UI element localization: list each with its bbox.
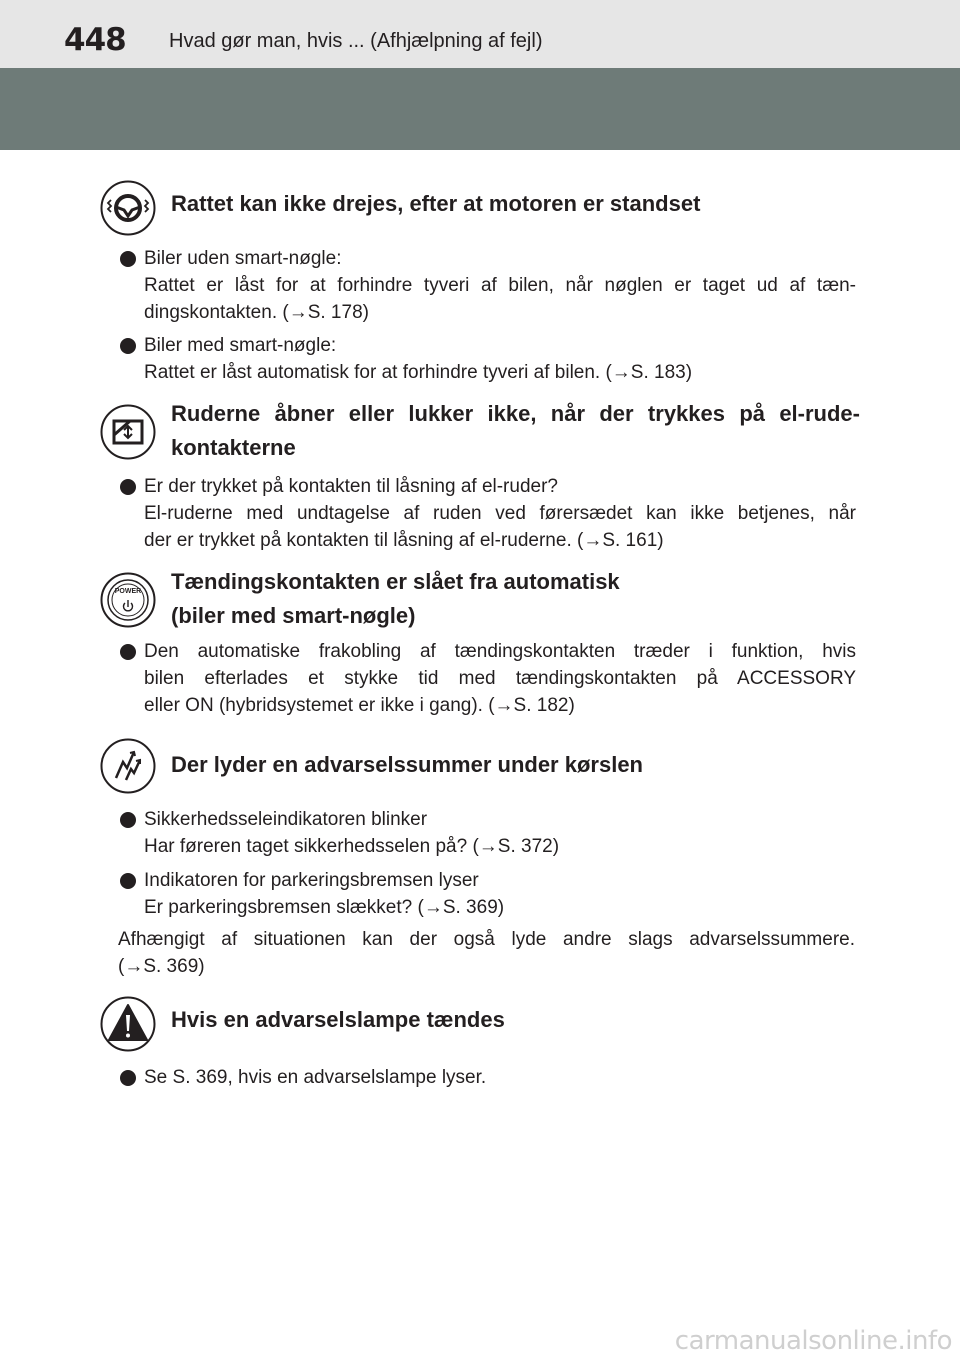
page-header — [0, 0, 960, 68]
warning-buzzer-icon — [100, 738, 156, 794]
power-switch-icon — [100, 572, 156, 628]
list-item: Biler med smart-nøgle: Rattet er låst automatisk for at forhindre tyveri af bilen. (→S. 183) — [120, 332, 856, 386]
section-banner — [0, 68, 960, 150]
list-item: Biler uden smart-nøgle: Rattet er låst for at forhindre tyveri af bilen, når nøglen er taget ud af tæn- dingskontakten. (→S. 178) — [120, 245, 856, 326]
bullet-dot — [120, 644, 136, 660]
bullet-dot — [120, 479, 136, 495]
bullet-dot — [120, 812, 136, 828]
bullet-dot — [120, 873, 136, 889]
bullet-dot — [120, 251, 136, 267]
section-title: Rattet kan ikke drejes, efter at motoren er standset — [171, 191, 701, 216]
list-item: Sikkerhedsseleindikatoren blinker Har føreren taget sikkerhedsselen på? (→S. 372) — [120, 806, 856, 860]
steering-lock-icon — [100, 180, 156, 236]
window-switch-icon — [100, 404, 156, 460]
list-item: Indikatoren for parkeringsbremsen lyser Er parkeringsbremsen slækket? (→S. 369) — [120, 867, 856, 921]
list-item: Se S. 369, hvis en advarselslampe lyser. — [120, 1064, 856, 1091]
warning-triangle-icon — [100, 996, 156, 1052]
section-buzzer — [100, 738, 860, 798]
bullet-dot — [120, 1070, 136, 1086]
section-title: Hvis en advarselslampe tændes — [171, 1007, 505, 1032]
page-number: 448 — [64, 22, 126, 58]
section-title: Tændingskontakten er slået fra automatisk (biler med smart-nøgle) — [171, 569, 620, 628]
page-title: Hvad gør man, hvis ... (Afhjælpning af fejl) — [169, 30, 543, 52]
bullet-dot — [120, 338, 136, 354]
watermark: carmanualsonline.info — [674, 1326, 952, 1356]
power-label: POWER — [114, 588, 142, 595]
section-title: Der lyder en advarselssummer under kørslen — [171, 752, 643, 777]
note-paragraph: Afhængigt af situationen kan der også lyde andre slags advarselssummere. (→S. 369) — [118, 929, 855, 977]
section-warning-lamp — [100, 996, 860, 1056]
section-title: Ruderne åbner eller lukker ikke, når der trykkes på el-rude- kontakterne — [171, 401, 860, 460]
list-item: Den automatiske frakobling af tændingskontakten træder i funktion, hvis bilen efterlades et stykke tid med tændingskontakten på ACCESSORY eller ON (hybridsystemet er ikke i gang). (→S. 182) — [120, 638, 856, 719]
list-item: Er der trykket på kontakten til låsning af el-ruder? El-ruderne med undtagelse af ruden ved førersædet kan ikke betjenes, når der er trykket på kontakten til låsning af el-ruderne. (→S. 161) — [120, 473, 856, 554]
section-windows — [100, 401, 860, 484]
